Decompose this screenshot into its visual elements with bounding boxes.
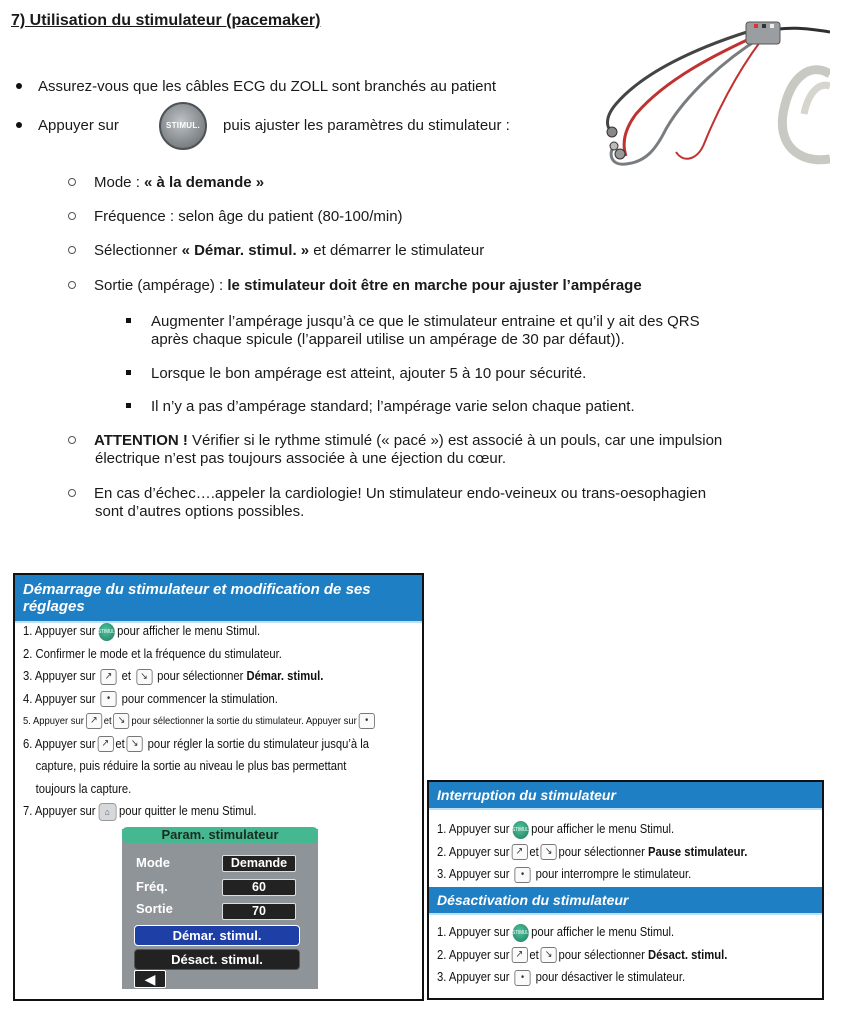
pause-steps [437, 818, 824, 886]
down-arrow-key-icon: ↘ [127, 736, 143, 752]
down-arrow-key-icon: ↘ [113, 713, 129, 729]
step-3: 3. Appuyer sur ↗ et ↘ pour sélectionner Démar. stimul. [23, 669, 324, 683]
setting-sortie: Sortie (ampérage) : le stimulateur doit être en marche pour ajuster l’ampérage [68, 277, 642, 294]
exit-key-icon: ⌂ [98, 803, 116, 821]
back-arrow-icon: ◀ [134, 970, 166, 988]
start-pacing-button: Démar. stimul. [134, 925, 300, 946]
down-arrow-key-icon: ↘ [136, 669, 152, 685]
setting-freq: Fréquence : selon âge du patient (80-100/min) [68, 208, 403, 225]
start-pacer-box [13, 573, 424, 1001]
up-arrow-key-icon: ↗ [511, 844, 527, 860]
circle-bullet-icon [68, 178, 76, 186]
pause-step-1: 1. Appuyer sur STIMUL pour afficher le menu Stimul. [437, 818, 824, 841]
setting-select: Sélectionner « Démar. stimul. » et démarrer le stimulateur [68, 242, 484, 259]
pacer-settings-panel [122, 829, 318, 989]
select-key-icon: • [359, 713, 375, 729]
panel-label-freq: Fréq. [136, 879, 168, 894]
step-2: 2. Confirmer le mode et la fréquence du stimulateur. [23, 646, 282, 661]
sub-item-standard: Il n’y a pas d’ampérage standard; l’ampérage varie selon chaque patient. [126, 398, 635, 415]
panel-label-mode: Mode [136, 855, 170, 870]
stimul-key-icon: STIMUL [512, 821, 528, 839]
stop-pacing-button: Désact. stimul. [134, 949, 300, 970]
pause-step-2: 2. Appuyer sur ↗ et ↘ pour sélectionner Pause stimulateur. [437, 844, 748, 859]
circle-bullet-icon [68, 246, 76, 254]
off-steps [437, 921, 824, 989]
step-7: 7. Appuyer sur ⌂ pour quitter le menu Stimul. [23, 800, 437, 823]
up-arrow-key-icon: ↗ [511, 947, 527, 963]
stimul-key-icon: STIMUL [98, 623, 114, 641]
bullet-text: Appuyer sur [38, 116, 119, 134]
select-key-icon: • [514, 970, 530, 986]
square-bullet-icon [126, 403, 131, 408]
bullet-press-stimul [16, 102, 510, 150]
pause-step-3: 3. Appuyer sur • pour interrompre le stimulateur. [437, 867, 692, 881]
stimul-button-icon: STIMUL. [159, 102, 207, 150]
square-bullet-icon [126, 370, 131, 375]
bullet-text: puis ajuster les paramètres du stimulateur : [223, 116, 510, 134]
circle-bullet-icon [68, 212, 76, 220]
start-steps [23, 620, 437, 823]
pause-box-header: Interruption du stimulateur [429, 782, 822, 810]
off-box-header: Désactivation du stimulateur [429, 887, 822, 915]
panel-value-sortie: 70 [222, 903, 296, 920]
setting-mode: Mode : « à la demande » [68, 174, 264, 191]
pause-off-box [427, 780, 824, 1000]
panel-value-mode: Demande [222, 855, 296, 872]
panel-label-sortie: Sortie [136, 901, 173, 916]
select-key-icon: • [100, 691, 116, 707]
bullet-dot [16, 122, 22, 128]
panel-value-freq: 60 [222, 879, 296, 896]
sub-item-augmenter: Augmenter l’ampérage jusqu’à ce que le stimulateur entraine et qu’il y ait des QRS après chaque spicule (l’appareil utilise un ampérage de 30 par défaut)). [126, 313, 700, 349]
step-6-cont: capture, puis réduire la sortie au niveau le plus bas permettant [35, 759, 347, 773]
panel-title: Param. stimulateur [122, 827, 318, 843]
ecg-cable-photo [586, 14, 830, 170]
step-6: 6. Appuyer sur ↗ et ↘ pour régler la sortie du stimulateur jusqu’à la [23, 736, 370, 751]
up-arrow-key-icon: ↗ [86, 713, 102, 729]
step-1: 1. Appuyer sur STIMUL pour afficher le menu Stimul. [23, 620, 437, 643]
off-step-3: 3. Appuyer sur • pour désactiver le stimulateur. [437, 970, 686, 984]
step-5: 5. Appuyer sur ↗ et ↘ pour sélectionner la sortie du stimulateur. Appuyer sur • [23, 710, 437, 733]
square-bullet-icon [126, 318, 131, 323]
down-arrow-key-icon: ↘ [541, 947, 557, 963]
bullet-dot [16, 83, 22, 89]
select-key-icon: • [514, 867, 530, 883]
page-title: 7) Utilisation du stimulateur (pacemaker) [11, 12, 321, 29]
down-arrow-key-icon: ↘ [541, 844, 557, 860]
start-box-header: Démarrage du stimulateur et modification de ses réglages [15, 575, 422, 623]
bullet-cables [16, 78, 496, 95]
echec-note: En cas d’échec….appeler la cardiologie! Un stimulateur endo-veineux ou trans-oesophagien sont d’autres options possibles. [68, 485, 706, 521]
step-6-cont2: toujours la capture. [35, 781, 132, 796]
circle-bullet-icon [68, 281, 76, 289]
off-step-1: 1. Appuyer sur STIMUL pour afficher le menu Stimul. [437, 921, 824, 944]
bullet-text: Assurez-vous que les câbles ECG du ZOLL sont branchés au patient [38, 78, 497, 95]
off-step-2: 2. Appuyer sur ↗ et ↘ pour sélectionner Désact. stimul. [437, 947, 728, 962]
circle-bullet-icon [68, 436, 76, 444]
attention-note: ATTENTION ! Vérifier si le rythme stimulé (« pacé ») est associé à un pouls, car une impulsion électrique n’est pas toujours associée à une éjection du cœur. [68, 432, 722, 468]
stimul-key-icon: STIMUL [512, 924, 528, 942]
circle-bullet-icon [68, 489, 76, 497]
up-arrow-key-icon: ↗ [97, 736, 113, 752]
step-4: 4. Appuyer sur • pour commencer la stimulation. [23, 691, 278, 706]
up-arrow-key-icon: ↗ [100, 669, 116, 685]
sub-item-securite: Lorsque le bon ampérage est atteint, ajouter 5 à 10 pour sécurité. [126, 365, 586, 382]
